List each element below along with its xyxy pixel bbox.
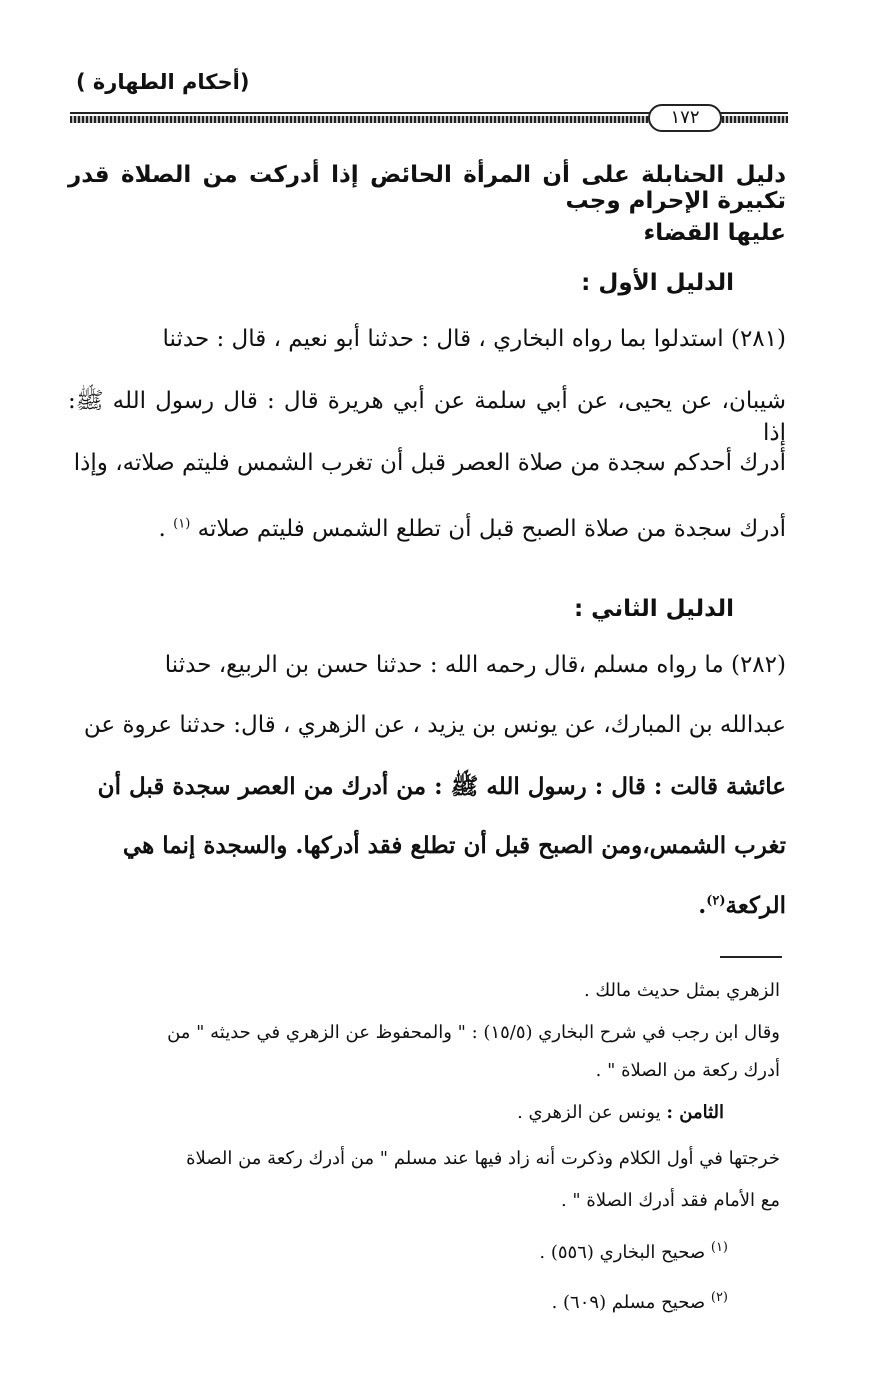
second-evidence-title: الدليل الثاني : (573, 596, 734, 622)
section-heading-line-1: دليل الحنابلة على أن المرأة الحائض إذا أدركت من الصلاة قدر تكبيرة الإحرام وجب (68, 162, 786, 214)
footnote-2 (68, 1290, 728, 1313)
section-heading-line-2: عليها القضاء (643, 220, 786, 246)
hadith-281-line-4-text: أدرك سجدة من صلاة الصبح قبل أن تطلع الشمس فليتم صلاته (197, 516, 786, 542)
footnote-cont-line-3: أدرك ركعة من الصلاة " . (595, 1060, 780, 1081)
footnote-ref-1: (١) (173, 516, 191, 532)
hadith-282-line-3: عائشة قالت : قال : رسول الله ﷺ : من أدرك من العصر سجدة قبل أن (97, 773, 786, 800)
hadith-282-line-5 (68, 892, 786, 919)
footnote-2-number: (٢) (710, 1290, 728, 1305)
footnote-ref-2: (٢) (706, 893, 726, 909)
hadith-281-line-2: شيبان، عن يحيى، عن أبي سلمة عن أبي هريرة قال : قال رسول الله ﷺ: إذا (68, 388, 786, 446)
hadith-281-line-1: (٢٨١) استدلوا بما رواه البخاري ، قال : حدثنا أبو نعيم ، قال : حدثنا (162, 326, 786, 352)
footnote-cont-line-4: خرجتها في أول الكلام وذكرت أنه زاد فيها عند مسلم " من أدرك ركعة من الصلاة (186, 1148, 780, 1169)
footnote-separator (720, 956, 782, 958)
running-title: (أحكام الطهارة ) (76, 70, 250, 94)
hadith-282-line-5-text: الركعة (725, 892, 786, 919)
footnote-1-number: (١) (710, 1240, 728, 1255)
footnote-eighth (68, 1102, 724, 1123)
page-number: ١٧٢ (648, 104, 722, 132)
hadith-282-end: . (698, 892, 707, 919)
footnote-eighth-label: الثامن : (666, 1102, 724, 1123)
first-evidence-title: الدليل الأول : (581, 270, 734, 296)
footnote-1 (68, 1240, 728, 1263)
hadith-282-line-4: تغرب الشمس،ومن الصبح قبل أن تطلع فقد أدركها. والسجدة إنما هي (122, 832, 786, 859)
hadith-281-line-3: أدرك أحدكم سجدة من صلاة العصر قبل أن تغرب الشمس فليتم صلاته، وإذا (73, 450, 786, 476)
footnote-cont-line-2: وقال ابن رجب في شرح البخاري (١٥/٥) : " والمحفوظ عن الزهري في حديثه " من (167, 1022, 780, 1043)
hadith-282-line-2: عبدالله بن المبارك، عن يونس بن يزيد ، عن الزهري ، قال: حدثنا عروة عن (83, 712, 786, 738)
footnote-2-text: صحيح مسلم (٦٠٩) . (551, 1292, 706, 1313)
footnote-cont-line-5: مع الأمام فقد أدرك الصلاة " . (560, 1190, 780, 1211)
hadith-281-line-4 (68, 516, 786, 542)
footnote-eighth-text: يونس عن الزهري . (517, 1102, 661, 1123)
footnote-1-text: صحيح البخاري (٥٥٦) . (539, 1242, 706, 1263)
footnote-cont-line-1: الزهري بمثل حديث مالك . (583, 980, 780, 1001)
hadith-281-end: . (158, 516, 166, 542)
hadith-282-line-1: (٢٨٢) ما رواه مسلم ،قال رحمه الله : حدثنا حسن بن الربيع، حدثنا (164, 652, 786, 678)
